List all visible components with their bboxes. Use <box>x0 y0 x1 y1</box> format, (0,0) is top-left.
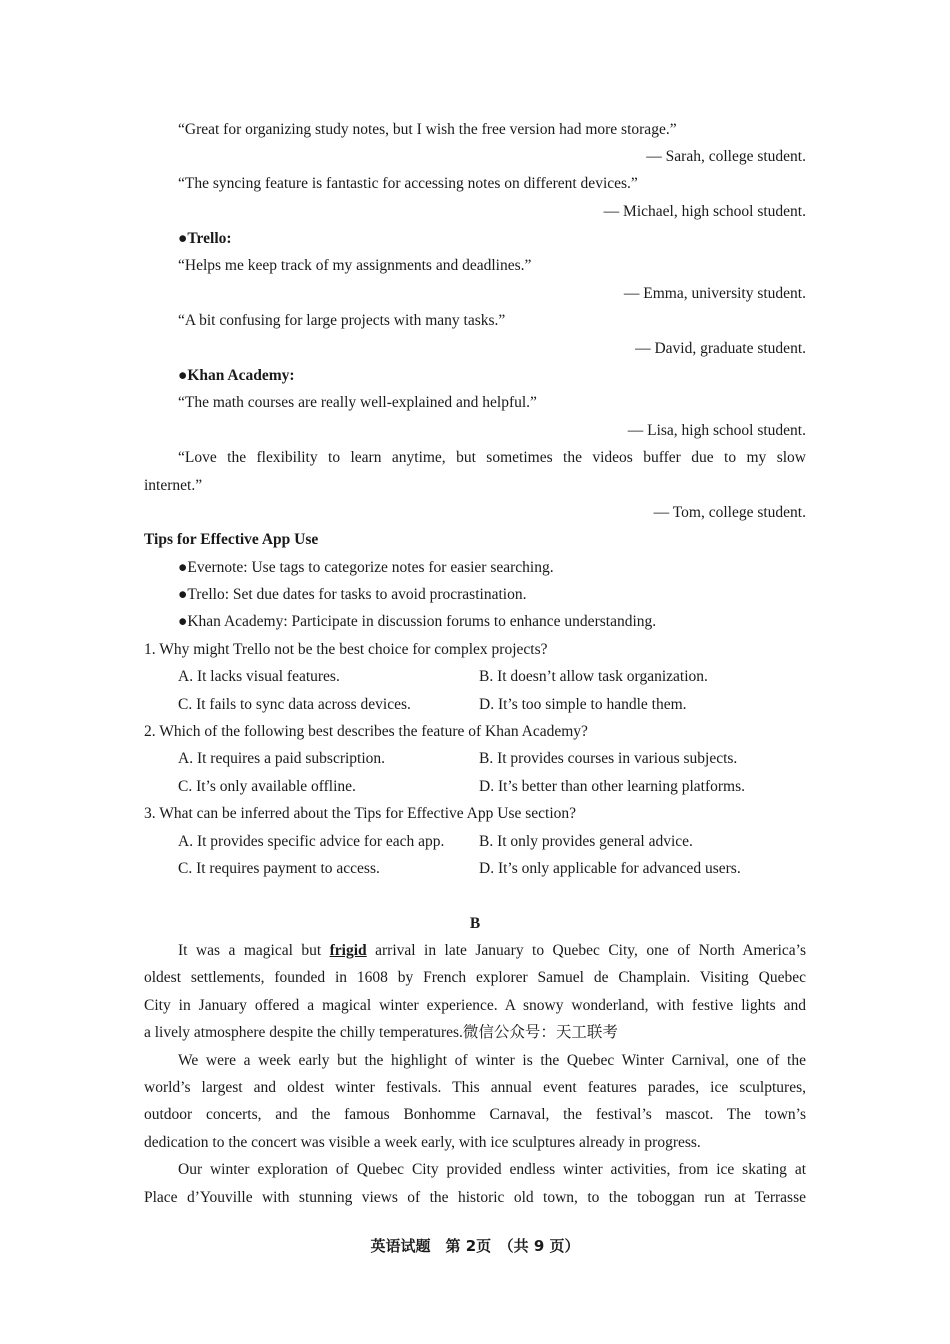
review-quote: “The math courses are really well-explained and helpful.” <box>178 394 537 411</box>
question-stem: 2. Which of the following best describes the feature of Khan Academy? <box>144 723 588 740</box>
review-author: — Emma, university student. <box>623 285 806 302</box>
passage-line: a lively atmosphere despite the chilly temperatures.微信公众号：天工联考 <box>144 1024 618 1041</box>
passage-line: Our winter exploration of Quebec City provided endless winter activities, from ice skating at <box>178 1161 806 1178</box>
passage-line <box>178 941 806 961</box>
passage-line: outdoor concerts, and the famous Bonhomme Carnaval, the festival’s mascot. The town’s <box>144 1106 806 1123</box>
tip-item: ●Khan Academy: Participate in discussion forums to enhance understanding. <box>178 613 657 630</box>
khan-academy-heading: ●Khan Academy: <box>178 367 295 384</box>
trello-heading: ●Trello: <box>178 230 232 247</box>
option-d: D. It’s better than other learning platforms. <box>479 778 746 795</box>
review-quote: “A bit confusing for large projects with many tasks.” <box>178 312 506 329</box>
review-author: — Lisa, high school student. <box>627 422 806 439</box>
vocabulary-word: frigid <box>329 942 367 959</box>
tips-heading: Tips for Effective App Use <box>144 531 319 548</box>
review-quote: “Great for organizing study notes, but I wish the free version had more storage.” <box>178 121 677 138</box>
option-a: A. It requires a paid subscription. <box>178 750 386 767</box>
section-heading: B <box>469 915 481 932</box>
question-stem: 3. What can be inferred about the Tips for Effective App Use section? <box>144 805 577 822</box>
review-author: — Sarah, college student. <box>646 148 806 165</box>
review-author: — Tom, college student. <box>653 504 806 521</box>
review-author: — Michael, high school student. <box>603 203 806 220</box>
option-c: C. It requires payment to access. <box>178 860 380 877</box>
review-quote: “Love the flexibility to learn anytime, but sometimes the videos buffer due to my slow <box>178 449 806 466</box>
passage-text: arrival in late January to Quebec City, one of North America’s <box>375 942 807 959</box>
tip-item: ●Evernote: Use tags to categorize notes for easier searching. <box>178 559 554 576</box>
review-author: — David, graduate student. <box>635 340 806 357</box>
passage-line: oldest settlements, founded in 1608 by French explorer Samuel de Champlain. Visiting Quebec <box>144 969 806 986</box>
review-quote: “The syncing feature is fantastic for accessing notes on different devices.” <box>178 175 638 192</box>
passage-line: We were a week early but the highlight of winter is the Quebec Winter Carnival, one of the <box>178 1052 806 1069</box>
option-d: D. It’s only applicable for advanced users. <box>479 860 741 877</box>
review-quote: “Helps me keep track of my assignments and deadlines.” <box>178 257 532 274</box>
passage-text: It was a magical but <box>178 942 322 959</box>
passage-line: Place d’Youville with stunning views of the historic old town, to the toboggan run at Terrasse <box>144 1189 806 1206</box>
option-b: B. It provides courses in various subjects. <box>479 750 738 767</box>
option-a: A. It provides specific advice for each app. <box>178 833 445 850</box>
passage-line: City in January offered a magical winter experience. A snowy wonderland, with festive lights and <box>144 997 806 1014</box>
option-d: D. It’s too simple to handle them. <box>479 696 687 713</box>
page-footer: 英语试题 第 2页 （共 9 页） <box>370 1237 580 1255</box>
question-stem: 1. Why might Trello not be the best choice for complex projects? <box>144 641 548 658</box>
option-a: A. It lacks visual features. <box>178 668 340 685</box>
passage-line: world’s largest and oldest winter festivals. This annual event features parades, ice sculptures, <box>144 1079 806 1096</box>
passage-line: dedication to the concert was visible a week early, with ice sculptures already in progress. <box>144 1134 701 1151</box>
option-c: C. It’s only available offline. <box>178 778 356 795</box>
option-c: C. It fails to sync data across devices. <box>178 696 411 713</box>
review-quote-continued: internet.” <box>144 477 203 494</box>
tip-item: ●Trello: Set due dates for tasks to avoid procrastination. <box>178 586 527 603</box>
option-b: B. It only provides general advice. <box>479 833 693 850</box>
option-b: B. It doesn’t allow task organization. <box>479 668 708 685</box>
